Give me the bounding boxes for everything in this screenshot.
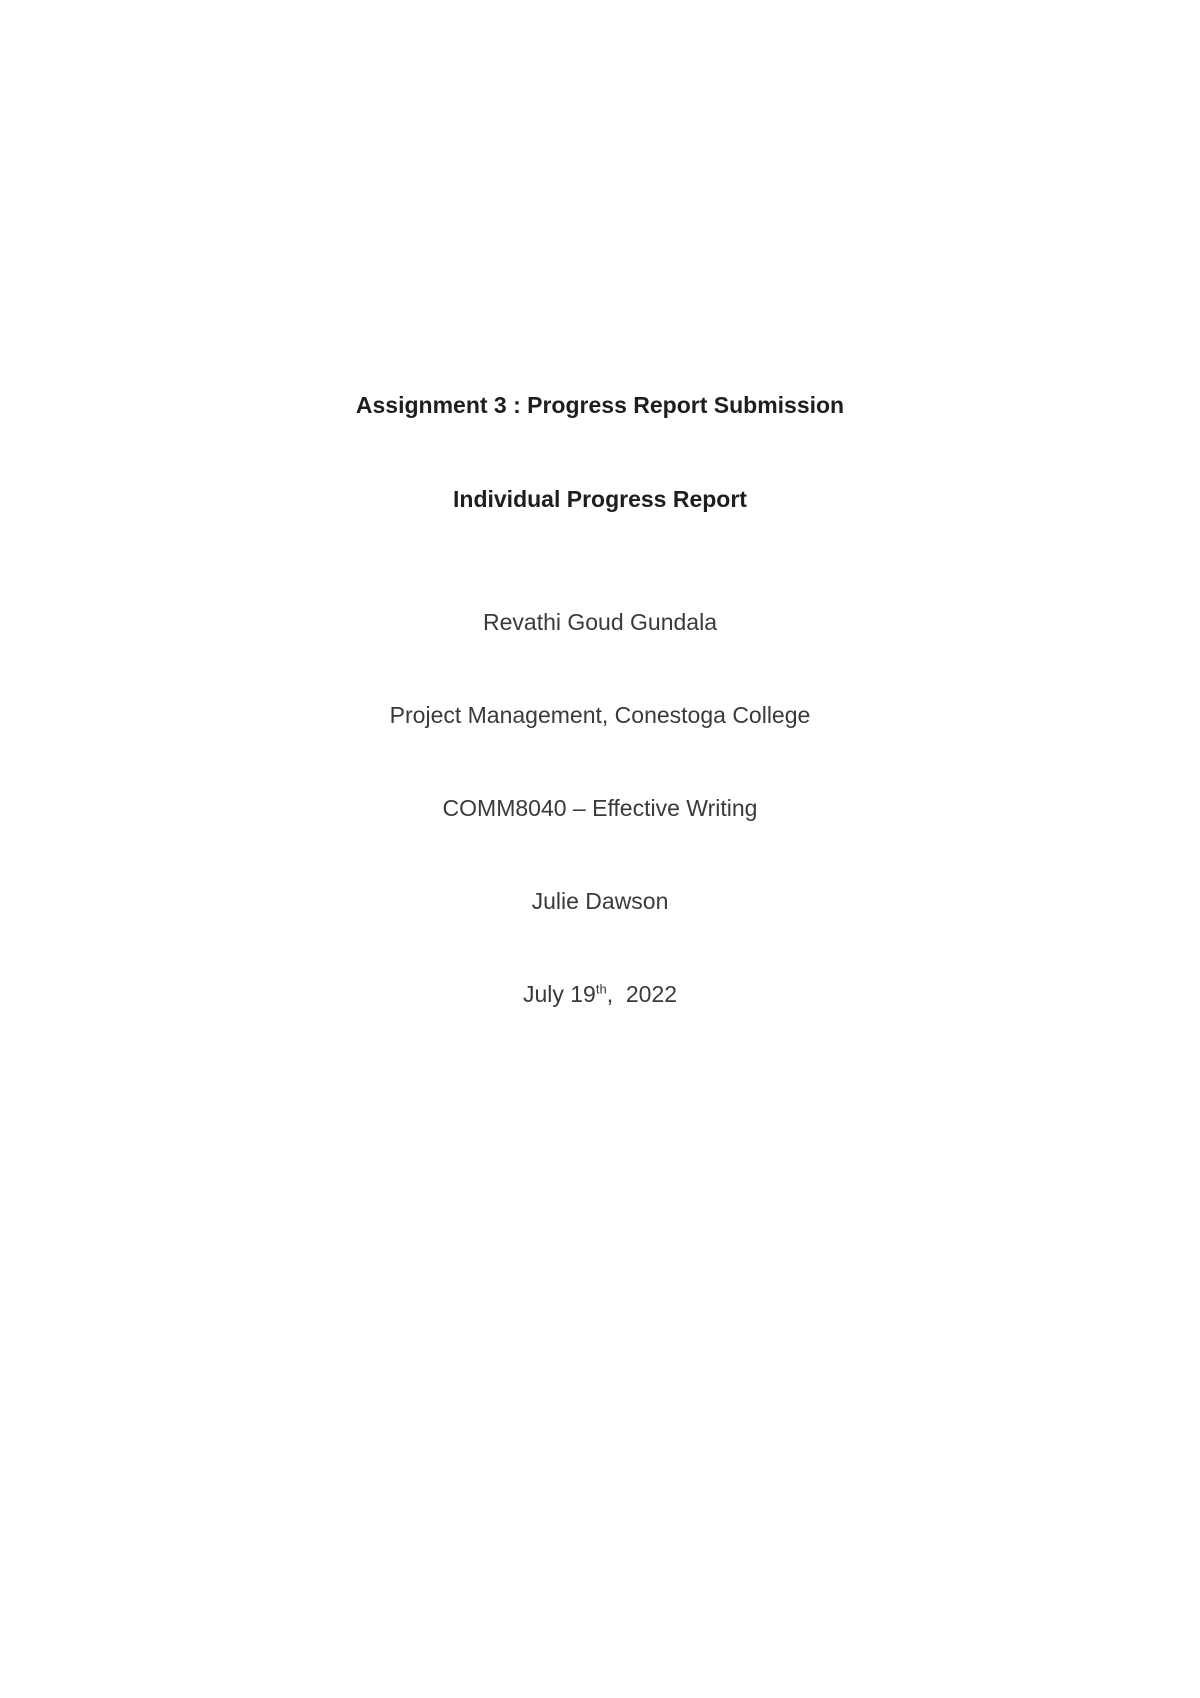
instructor-name: Julie Dawson xyxy=(531,888,669,914)
program-institution: Project Management, Conestoga College xyxy=(389,702,811,728)
date-year: , 2022 xyxy=(606,981,678,1007)
submission-date xyxy=(0,979,1200,1009)
document-title: Assignment 3 : Progress Report Submission xyxy=(355,392,845,418)
author-name: Revathi Goud Gundala xyxy=(483,609,717,635)
date-ordinal-suffix: th xyxy=(595,981,607,997)
document-subtitle: Individual Progress Report xyxy=(453,486,747,512)
date-month-day: July 19 xyxy=(522,981,596,1007)
course-name: COMM8040 – Effective Writing xyxy=(442,795,758,821)
